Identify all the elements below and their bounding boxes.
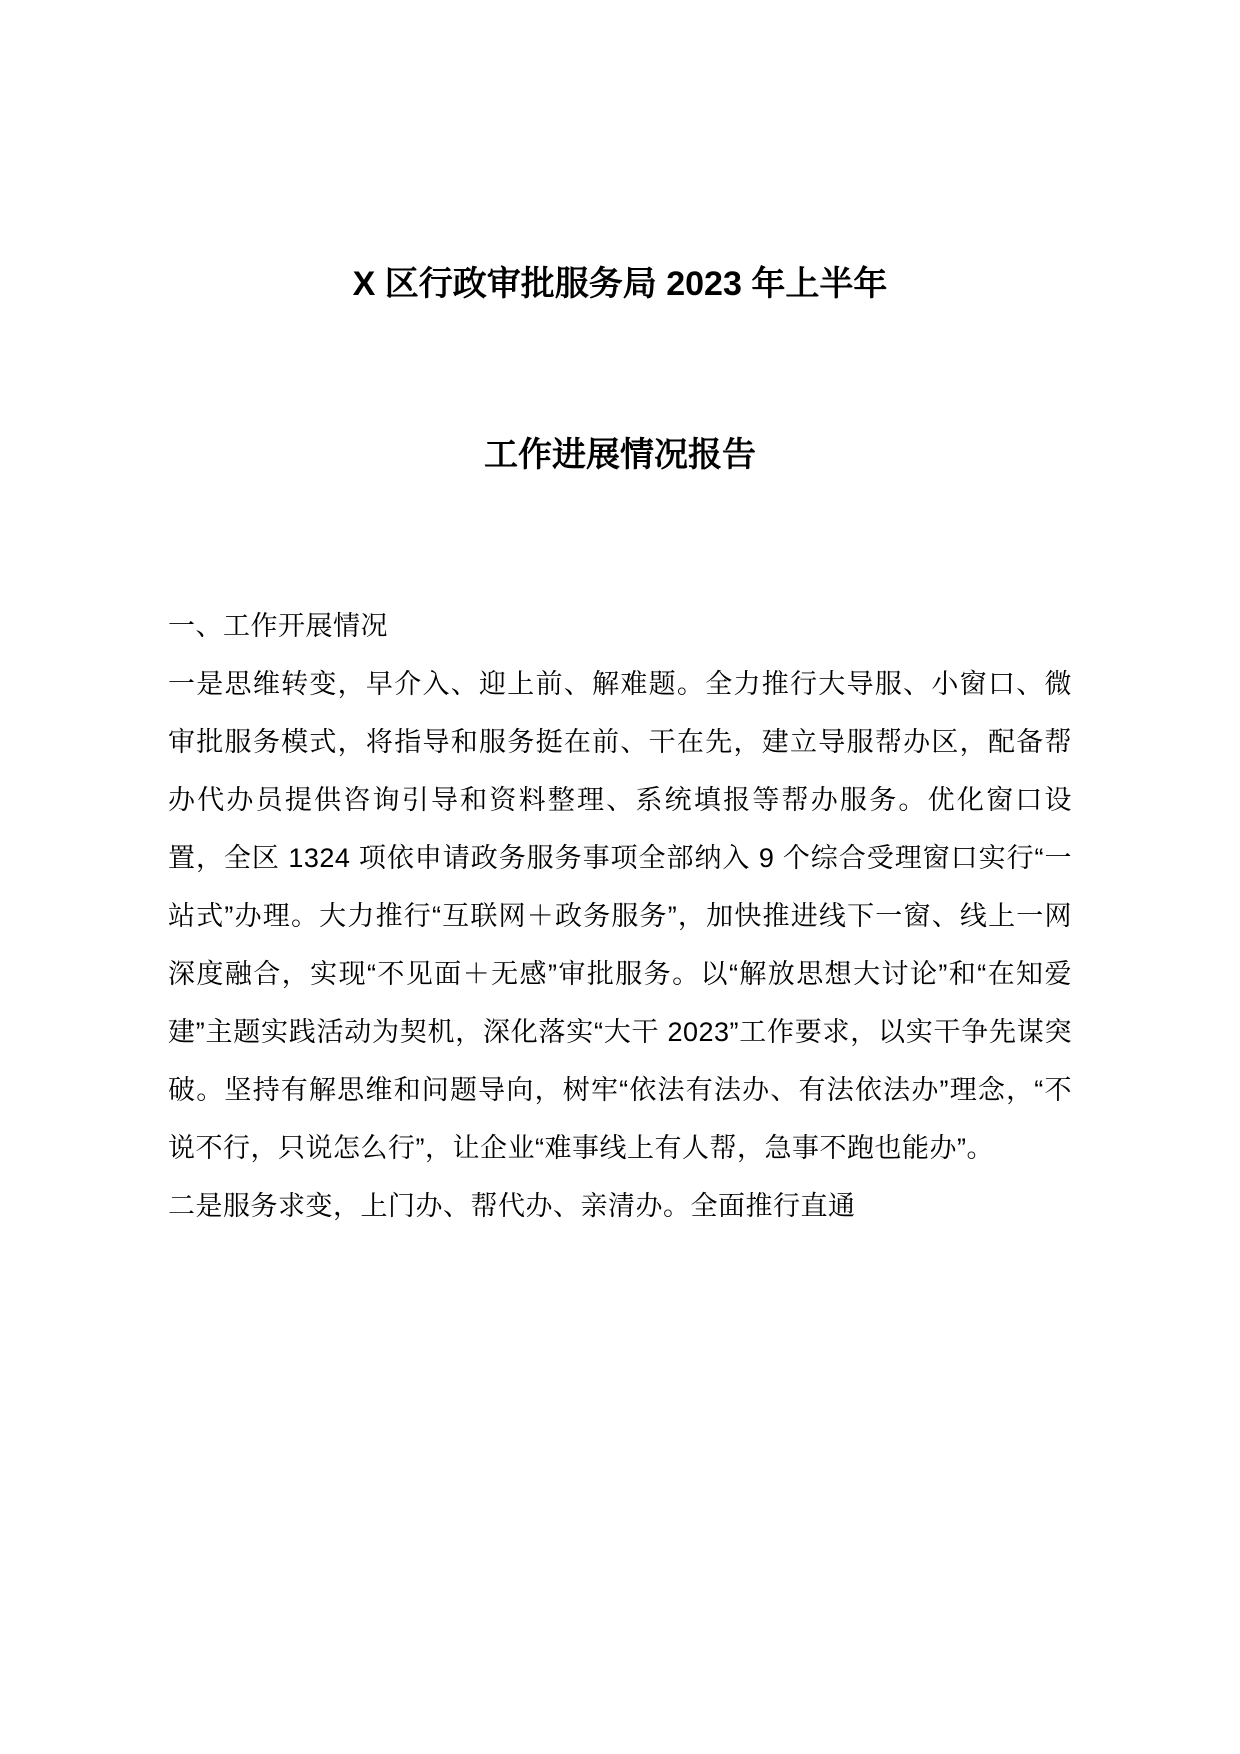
document-body	[168, 597, 1072, 1235]
body-paragraph-2: 二是服务求变，上门办、帮代办、亲清办。全面推行直通	[168, 1190, 856, 1221]
document-title	[168, 260, 1072, 479]
document-title-line1: X 区行政审批服务局 2023 年上半年	[352, 264, 888, 303]
body-paragraph-1: 一是思维转变，早介入、迎上前、解难题。全力推行大导服、小窗口、微审批服务模式，将指导和服务挺在前、干在先，建立导服帮办区，配备帮办代办员提供咨询引导和资料整理、系统填报等帮办服务。优化窗口设置，全区 1324 项依申请政务服务事项全部纳入 9 个综合受理窗口实行“一站式”办理。大力推行“互联网＋政务服务”，加快推进线下一窗、线上一网深度融合，实现“不见面＋无感”审批服务。以“解放思想大讨论”和“在知爱建”主题实践活动为契机，深化落实“大干 2023”工作要求，以实干争先谋突破。坚持有解思维和问题导向，树牢“依法有法办、有法依法办”理念，“不说不行，只说怎么行”，让企业“难事线上有人帮，急事不跑也能办”。	[168, 668, 1072, 1163]
section-heading: 一、工作开展情况	[168, 610, 388, 641]
document-title-line2: 工作进展情况报告	[484, 435, 756, 474]
